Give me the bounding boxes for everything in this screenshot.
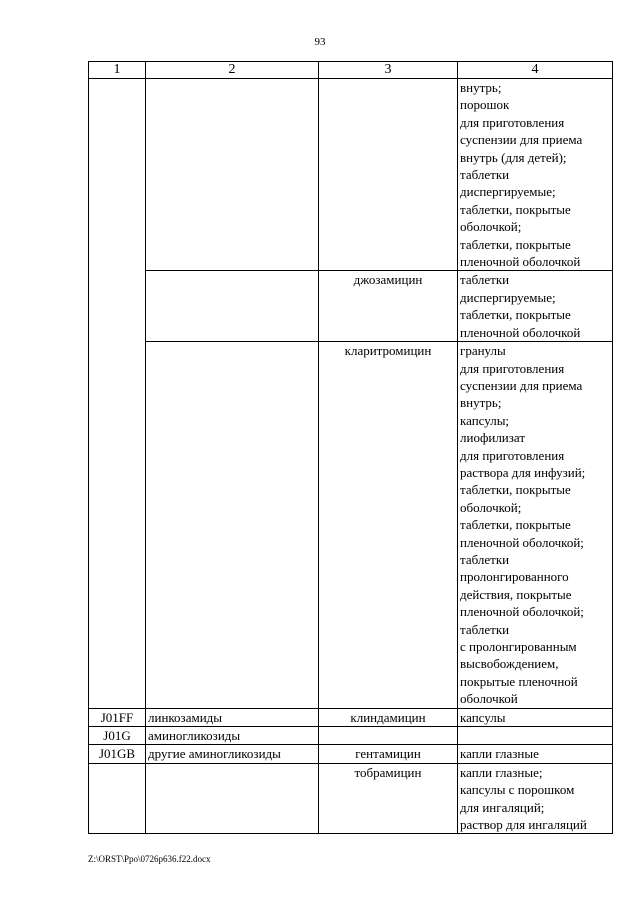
page-number: 93 [314, 36, 326, 48]
drug-cell: джозамицин [319, 271, 458, 342]
code-cell: J01GB [89, 745, 146, 763]
group-cell [146, 342, 319, 709]
table-row [89, 708, 613, 726]
drug-cell: клиндамицин [319, 708, 458, 726]
drug-cell: гентамицин [319, 745, 458, 763]
drug-cell: тобрамицин [319, 763, 458, 834]
forms-cell: внутрь; порошок для приготовления суспензии для приема внутрь (для детей); таблетки диспергируемые; таблетки, покрытые оболочкой; таблетки, покрытые пленочной оболочкой [458, 79, 613, 271]
forms-cell: капли глазные; капсулы с порошком для ингаляций; раствор для ингаляций [458, 763, 613, 834]
column-header: 1 [89, 62, 146, 79]
drug-table [88, 61, 613, 834]
forms-cell: таблетки диспергируемые; таблетки, покрытые пленочной оболочкой [458, 271, 613, 342]
group-cell: аминогликозиды [146, 727, 319, 745]
group-cell: другие аминогликозиды [146, 745, 319, 763]
drug-cell [319, 79, 458, 271]
table-row [89, 763, 613, 834]
column-header: 2 [146, 62, 319, 79]
forms-cell: капли глазные [458, 745, 613, 763]
table-row [89, 79, 613, 271]
group-cell [146, 763, 319, 834]
table-row [89, 745, 613, 763]
table-row [89, 271, 613, 342]
drug-cell [319, 727, 458, 745]
code-cell: J01G [89, 727, 146, 745]
code-cell [89, 763, 146, 834]
drug-cell: кларитромицин [319, 342, 458, 709]
group-cell [146, 79, 319, 271]
column-header: 3 [319, 62, 458, 79]
table-row [89, 342, 613, 709]
forms-cell: гранулы для приготовления суспензии для приема внутрь; капсулы; лиофилизат для приготовления раствора для инфузий; таблетки, покрытые оболочкой; таблетки, покрытые пленочной оболочкой; таблетки пролонгированного действия, покрытые пленочной оболочкой; таблетки с пролонгированным высвобождением, покрытые пленочной оболочкой [458, 342, 613, 709]
table-header-row [89, 62, 613, 79]
table-row [89, 727, 613, 745]
code-cell: J01FF [89, 708, 146, 726]
code-cell [89, 79, 146, 709]
footer-file-path: Z:\ORST\Ppo\0726p636.f22.docx [88, 854, 211, 864]
group-cell: линкозамиды [146, 708, 319, 726]
forms-cell: капсулы [458, 708, 613, 726]
column-header: 4 [458, 62, 613, 79]
forms-cell [458, 727, 613, 745]
group-cell [146, 271, 319, 342]
